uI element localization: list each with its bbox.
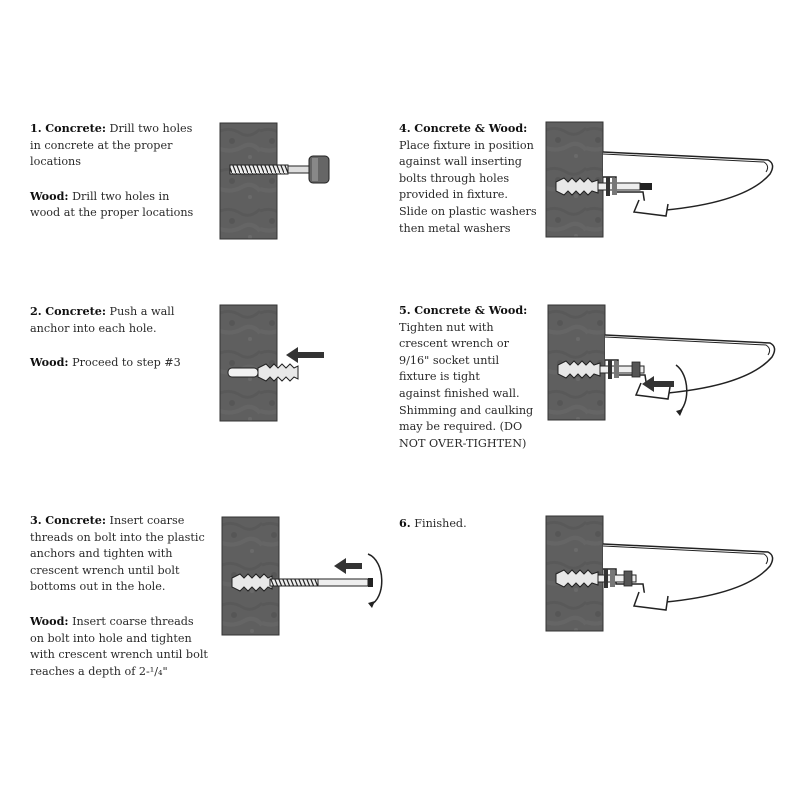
step-number: 5. <box>399 303 411 317</box>
step-title: Wood: <box>30 613 69 628</box>
step-5-illustration <box>548 305 788 423</box>
step-2-para-2: Wood: Proceed to step #3 <box>30 355 181 370</box>
wall-section <box>220 305 277 421</box>
step-title: Concrete: <box>45 121 106 135</box>
step-6-text <box>399 515 569 533</box>
step-2-text <box>30 303 205 372</box>
step-number: 6. <box>399 516 411 530</box>
wall-section <box>548 305 605 420</box>
push-arrow-icon <box>334 558 362 574</box>
step-number: 2. <box>30 304 42 318</box>
step-1-illustration <box>220 123 340 239</box>
step-4-text <box>399 120 569 237</box>
step-4-para-1: 4. Concrete & Wood: Place fixture in position against wall inserting bolts through holes provided in fixture. Slide on plastic washers then metal washers <box>399 121 537 235</box>
step-title: Concrete & Wood: <box>414 303 528 317</box>
step-3-text <box>30 512 220 680</box>
step-number: 4. <box>399 121 411 135</box>
push-arrow-icon <box>286 347 324 363</box>
step-number: 1. <box>30 121 42 135</box>
step-1-para-2: Wood: Drill two holes in wood at the proper locations <box>30 188 194 220</box>
step-3-illustration <box>222 517 387 637</box>
step-5-text <box>399 302 569 452</box>
step-2-illustration <box>220 305 340 421</box>
anchor-with-bolt-icon <box>232 574 373 591</box>
wall-section <box>546 122 603 237</box>
step-1-text <box>30 120 205 222</box>
step-title: Wood: <box>30 188 69 203</box>
step-4-illustration <box>546 122 786 240</box>
step-6-illustration <box>546 516 786 634</box>
step-3-para-2: Wood: Insert coarse threads on bolt into hole and tighten with crescent wrench until bolt reaches a depth of 2-¹/₄" <box>30 613 208 678</box>
step-6-para-1: 6. Finished. <box>399 516 467 530</box>
wall-section <box>220 123 277 239</box>
step-5-para-1: 5. Concrete & Wood: Tighten nut with crescent wrench or 9/16" socket until fixture is tight against finished wall. Shimming and caulking may be required. (DO NOT OVER-TIGHTEN) <box>399 303 534 450</box>
step-2-para-1: 2. Concrete: Push a wall anchor into each hole. <box>30 304 175 335</box>
step-title: Concrete: <box>45 513 106 527</box>
step-title: Wood: <box>30 355 69 370</box>
step-number: 3. <box>30 513 42 527</box>
step-3-para-1: 3. Concrete: Insert coarse threads on bolt into the plastic anchors and tighten with crescent wrench until bolt bottoms out in the hole. <box>30 513 205 594</box>
step-1-para-1: 1. Concrete: Drill two holes in concrete at the proper locations <box>30 121 193 169</box>
step-title: Concrete: <box>45 304 106 318</box>
step-title: Concrete & Wood: <box>414 121 528 135</box>
